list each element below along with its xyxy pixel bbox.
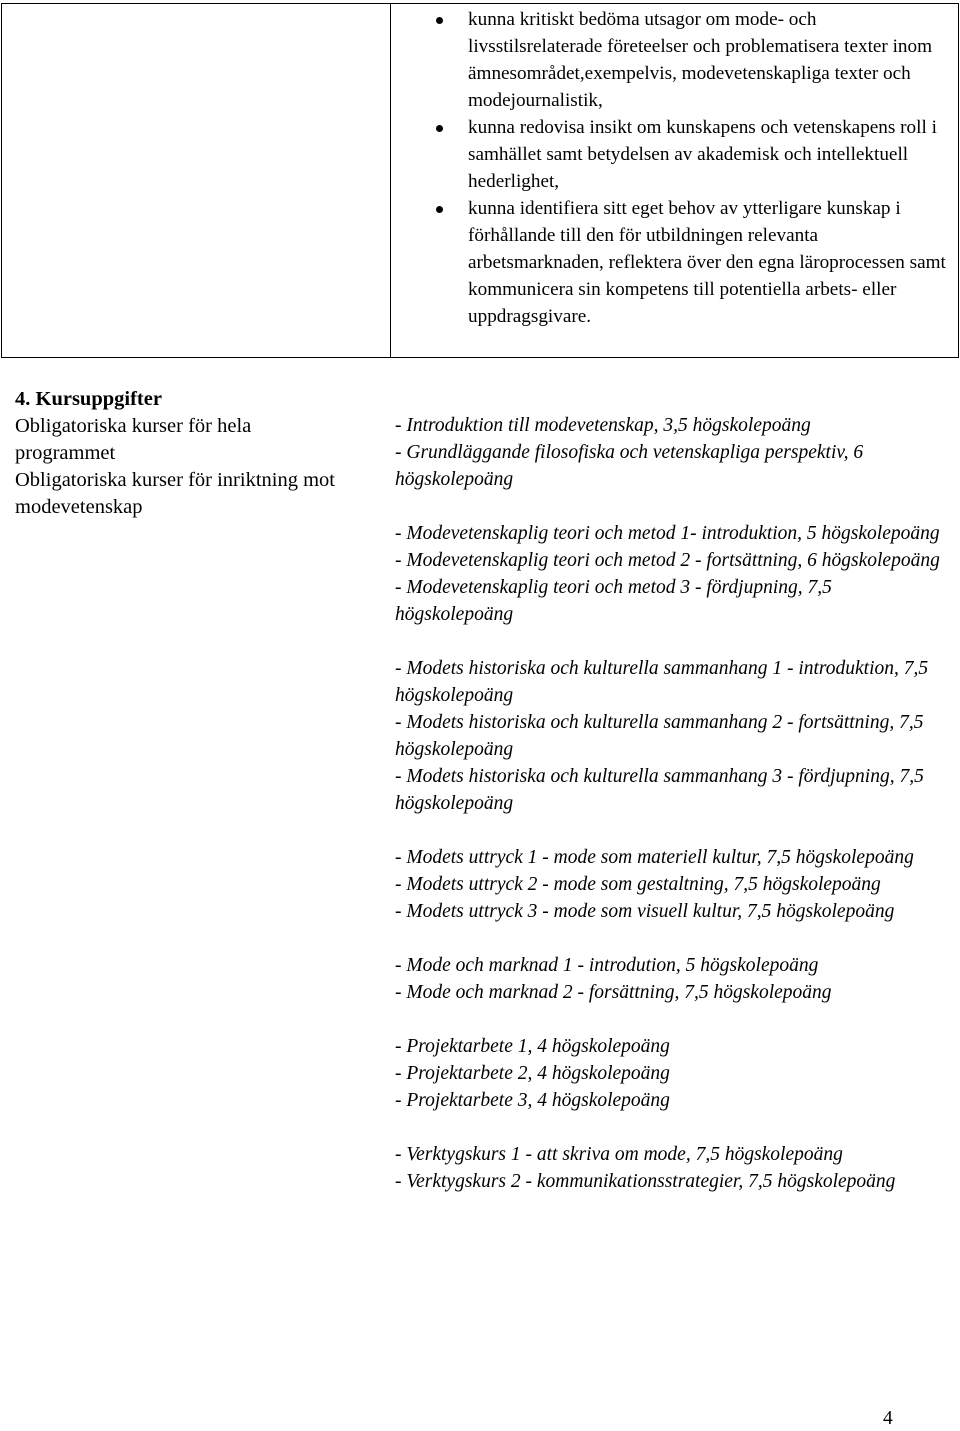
course-item: - Introduktion till modevetenskap, 3,5 högskolepoäng: [395, 415, 811, 436]
course-section-labels: [15, 386, 355, 521]
course-group-tools: [395, 1141, 945, 1195]
course-group-market: [395, 952, 945, 1006]
bullet-icon: [436, 17, 443, 24]
course-item: - Projektarbete 3, 4 högskolepoäng: [395, 1090, 670, 1111]
course-item: - Projektarbete 2, 4 högskolepoäng: [395, 1063, 670, 1084]
course-group-expression: [395, 844, 945, 925]
bullet-icon: [436, 125, 443, 132]
course-group-history: [395, 655, 945, 817]
learning-outcomes-list: [436, 6, 951, 330]
list-item: [436, 6, 951, 114]
course-group-theory-method: [395, 520, 945, 628]
course-item: - Mode och marknad 1 - introdution, 5 högskolepoäng: [395, 955, 819, 976]
outcome-text: kunna identifiera sitt eget behov av ytterligare kunskap i förhållande till den för utbildningen relevanta arbetsmarknaden, reflektera över den egna läroprocessen samt kommunicera sin kompetens till potentiella arbets- eller uppdragsgivare.: [468, 198, 946, 327]
course-item: - Verktygskurs 2 - kommunikationsstrategier, 7,5 högskolepoäng: [395, 1171, 896, 1192]
outcome-text: kunna kritiskt bedöma utsagor om mode- och livsstilsrelaterade företeelser och problematisera texter inom ämnesområdet,exempelvis, modevetenskapliga texter och modejournalistik,: [468, 9, 933, 111]
course-item: - Mode och marknad 2 - forsättning, 7,5 högskolepoäng: [395, 982, 832, 1003]
outcome-text: kunna redovisa insikt om kunskapens och vetenskapens roll i samhället samt betydelsen av akademisk och intellektuell hederlighet,: [468, 117, 937, 192]
course-item: - Modets historiska och kulturella sammanhang 1 - introduktion, 7,5 högskolepoäng: [395, 658, 929, 706]
bullet-icon: [436, 206, 443, 213]
section-heading: 4. Kursuppgifter: [15, 388, 162, 410]
course-item: - Modevetenskaplig teori och metod 3 - fördjupning, 7,5 högskolepoäng: [395, 577, 832, 625]
list-item: [436, 195, 951, 330]
table-column-divider: [390, 4, 391, 357]
course-group-introduction: [395, 412, 945, 493]
course-item: - Modets uttryck 3 - mode som visuell kultur, 7,5 högskolepoäng: [395, 901, 895, 922]
page-number: 4: [883, 1408, 893, 1429]
course-item: - Modets uttryck 1 - mode som materiell kultur, 7,5 högskolepoäng: [395, 847, 914, 868]
label-specialization-courses: Obligatoriska kurser för inriktning mot modevetenskap: [15, 469, 335, 518]
course-item: - Modevetenskaplig teori och metod 2 - fortsättning, 6 högskolepoäng: [395, 550, 940, 571]
course-item: - Grundläggande filosofiska och vetenskapliga perspektiv, 6 högskolepoäng: [395, 442, 864, 490]
course-item: - Modets historiska och kulturella sammanhang 2 - fortsättning, 7,5 högskolepoäng: [395, 712, 924, 760]
course-item: - Verktygskurs 1 - att skriva om mode, 7,5 högskolepoäng: [395, 1144, 843, 1165]
course-group-projects: [395, 1033, 945, 1114]
course-item: - Modevetenskaplig teori och metod 1- introduktion, 5 högskolepoäng: [395, 523, 940, 544]
course-item: - Projektarbete 1, 4 högskolepoäng: [395, 1036, 670, 1057]
course-item: - Modets uttryck 2 - mode som gestaltning, 7,5 högskolepoäng: [395, 874, 881, 895]
list-item: [436, 114, 951, 195]
course-item: - Modets historiska och kulturella sammanhang 3 - fördjupning, 7,5 högskolepoäng: [395, 766, 924, 814]
course-list: [395, 412, 945, 1222]
label-program-courses: Obligatoriska kurser för hela programmet: [15, 415, 252, 464]
